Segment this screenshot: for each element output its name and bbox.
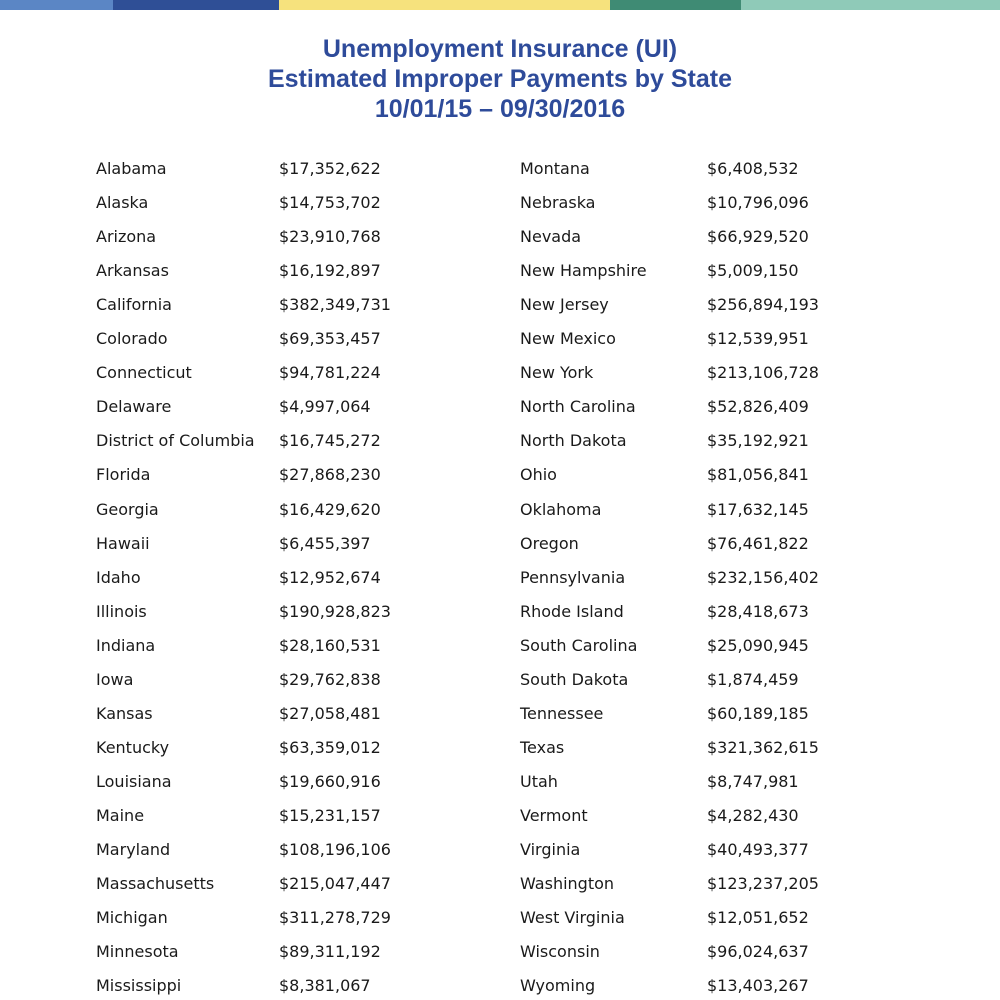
state-amount: $6,455,397 (279, 534, 371, 553)
color-bar-segment (610, 0, 741, 10)
state-name: South Dakota (520, 670, 629, 689)
state-amount: $25,090,945 (707, 636, 809, 655)
state-name: District of Columbia (96, 431, 255, 450)
state-amount: $23,910,768 (279, 227, 381, 246)
state-name: Nevada (520, 227, 582, 246)
state-name: Massachusetts (96, 874, 215, 893)
state-amount: $190,928,823 (279, 602, 391, 621)
state-amount: $29,762,838 (279, 670, 381, 689)
state-amount: $4,997,064 (279, 397, 371, 416)
state-amount: $215,047,447 (279, 874, 391, 893)
state-name: Wisconsin (520, 942, 600, 961)
title-line-3: 10/01/15 – 09/30/2016 (374, 95, 626, 123)
state-amount: $108,196,106 (279, 840, 391, 859)
state-amount: $311,278,729 (279, 908, 391, 927)
state-amount: $8,381,067 (279, 976, 371, 995)
state-amount: $256,894,193 (707, 295, 819, 314)
title-line-1: Unemployment Insurance (UI) (322, 35, 678, 63)
state-name: Alaska (96, 193, 149, 212)
state-name: Washington (520, 874, 615, 893)
state-amount: $213,106,728 (707, 363, 819, 382)
state-name: New Jersey (520, 295, 609, 314)
state-name: Louisiana (96, 772, 172, 791)
state-name: Montana (520, 159, 590, 178)
state-name: Minnesota (96, 942, 179, 961)
state-name: Colorado (96, 329, 168, 348)
state-amount: $17,352,622 (279, 159, 381, 178)
state-name: Oklahoma (520, 500, 602, 519)
state-name: Vermont (520, 806, 588, 825)
state-amount: $232,156,402 (707, 568, 819, 587)
state-amount: $40,493,377 (707, 840, 809, 859)
state-name: Indiana (96, 636, 156, 655)
state-amount: $81,056,841 (707, 465, 809, 484)
state-amount: $69,353,457 (279, 329, 381, 348)
state-amount: $66,929,520 (707, 227, 809, 246)
state-amount: $89,311,192 (279, 942, 381, 961)
state-name: Maine (96, 806, 145, 825)
state-name: California (96, 295, 172, 314)
header-color-bar (0, 0, 1000, 10)
state-name: Georgia (96, 500, 159, 519)
state-name: Delaware (96, 397, 172, 416)
state-name: Ohio (520, 465, 557, 484)
state-amount: $10,796,096 (707, 193, 809, 212)
state-name: Texas (520, 738, 565, 757)
state-amount: $76,461,822 (707, 534, 809, 553)
state-name: South Carolina (520, 636, 638, 655)
state-name: Alabama (96, 159, 167, 178)
state-amount: $28,160,531 (279, 636, 381, 655)
state-amount: $16,192,897 (279, 261, 381, 280)
color-bar-segment (279, 0, 610, 10)
state-name: Mississippi (96, 976, 182, 995)
state-name: New Hampshire (520, 261, 647, 280)
state-amount: $14,753,702 (279, 193, 381, 212)
state-name: Utah (520, 772, 558, 791)
state-amount: $63,359,012 (279, 738, 381, 757)
state-name: Oregon (520, 534, 579, 553)
state-amount: $321,362,615 (707, 738, 819, 757)
state-name: Virginia (520, 840, 581, 859)
state-amount: $60,189,185 (707, 704, 809, 723)
state-name: New Mexico (520, 329, 616, 348)
state-name: Nebraska (520, 193, 596, 212)
state-name: West Virginia (520, 908, 625, 927)
state-name: North Dakota (520, 431, 627, 450)
state-amount: $12,952,674 (279, 568, 381, 587)
state-name: Illinois (96, 602, 147, 621)
state-amount: $17,632,145 (707, 500, 809, 519)
state-name: New York (520, 363, 594, 382)
state-amount: $8,747,981 (707, 772, 799, 791)
state-amount: $12,051,652 (707, 908, 809, 927)
state-amount: $382,349,731 (279, 295, 391, 314)
state-amount: $96,024,637 (707, 942, 809, 961)
state-name: Hawaii (96, 534, 150, 553)
state-name: North Carolina (520, 397, 636, 416)
state-name: Arizona (96, 227, 157, 246)
state-name: Michigan (96, 908, 168, 927)
state-name: Iowa (96, 670, 134, 689)
state-amount: $6,408,532 (707, 159, 799, 178)
state-amount: $15,231,157 (279, 806, 381, 825)
state-name: Florida (96, 465, 151, 484)
state-amount: $27,058,481 (279, 704, 381, 723)
color-bar-segment (113, 0, 279, 10)
state-amount: $13,403,267 (707, 976, 809, 995)
state-amount: $16,429,620 (279, 500, 381, 519)
state-name: Arkansas (96, 261, 169, 280)
state-amount: $35,192,921 (707, 431, 809, 450)
state-amount: $4,282,430 (707, 806, 799, 825)
state-amount: $27,868,230 (279, 465, 381, 484)
state-name: Kentucky (96, 738, 170, 757)
state-amount: $52,826,409 (707, 397, 809, 416)
state-name: Connecticut (96, 363, 192, 382)
state-amount: $16,745,272 (279, 431, 381, 450)
state-amount: $123,237,205 (707, 874, 819, 893)
state-name: Maryland (96, 840, 171, 859)
page-title (0, 34, 1000, 124)
state-amount: $12,539,951 (707, 329, 809, 348)
color-bar-segment (741, 0, 1000, 10)
state-name: Wyoming (520, 976, 596, 995)
state-amount: $5,009,150 (707, 261, 799, 280)
state-name: Rhode Island (520, 602, 624, 621)
state-name: Idaho (96, 568, 141, 587)
state-name: Tennessee (520, 704, 604, 723)
title-line-2: Estimated Improper Payments by State (267, 65, 733, 93)
color-bar-segment (0, 0, 113, 10)
state-amount: $19,660,916 (279, 772, 381, 791)
state-amount: $1,874,459 (707, 670, 799, 689)
state-amount: $94,781,224 (279, 363, 381, 382)
state-name: Kansas (96, 704, 153, 723)
state-amount: $28,418,673 (707, 602, 809, 621)
state-name: Pennsylvania (520, 568, 626, 587)
